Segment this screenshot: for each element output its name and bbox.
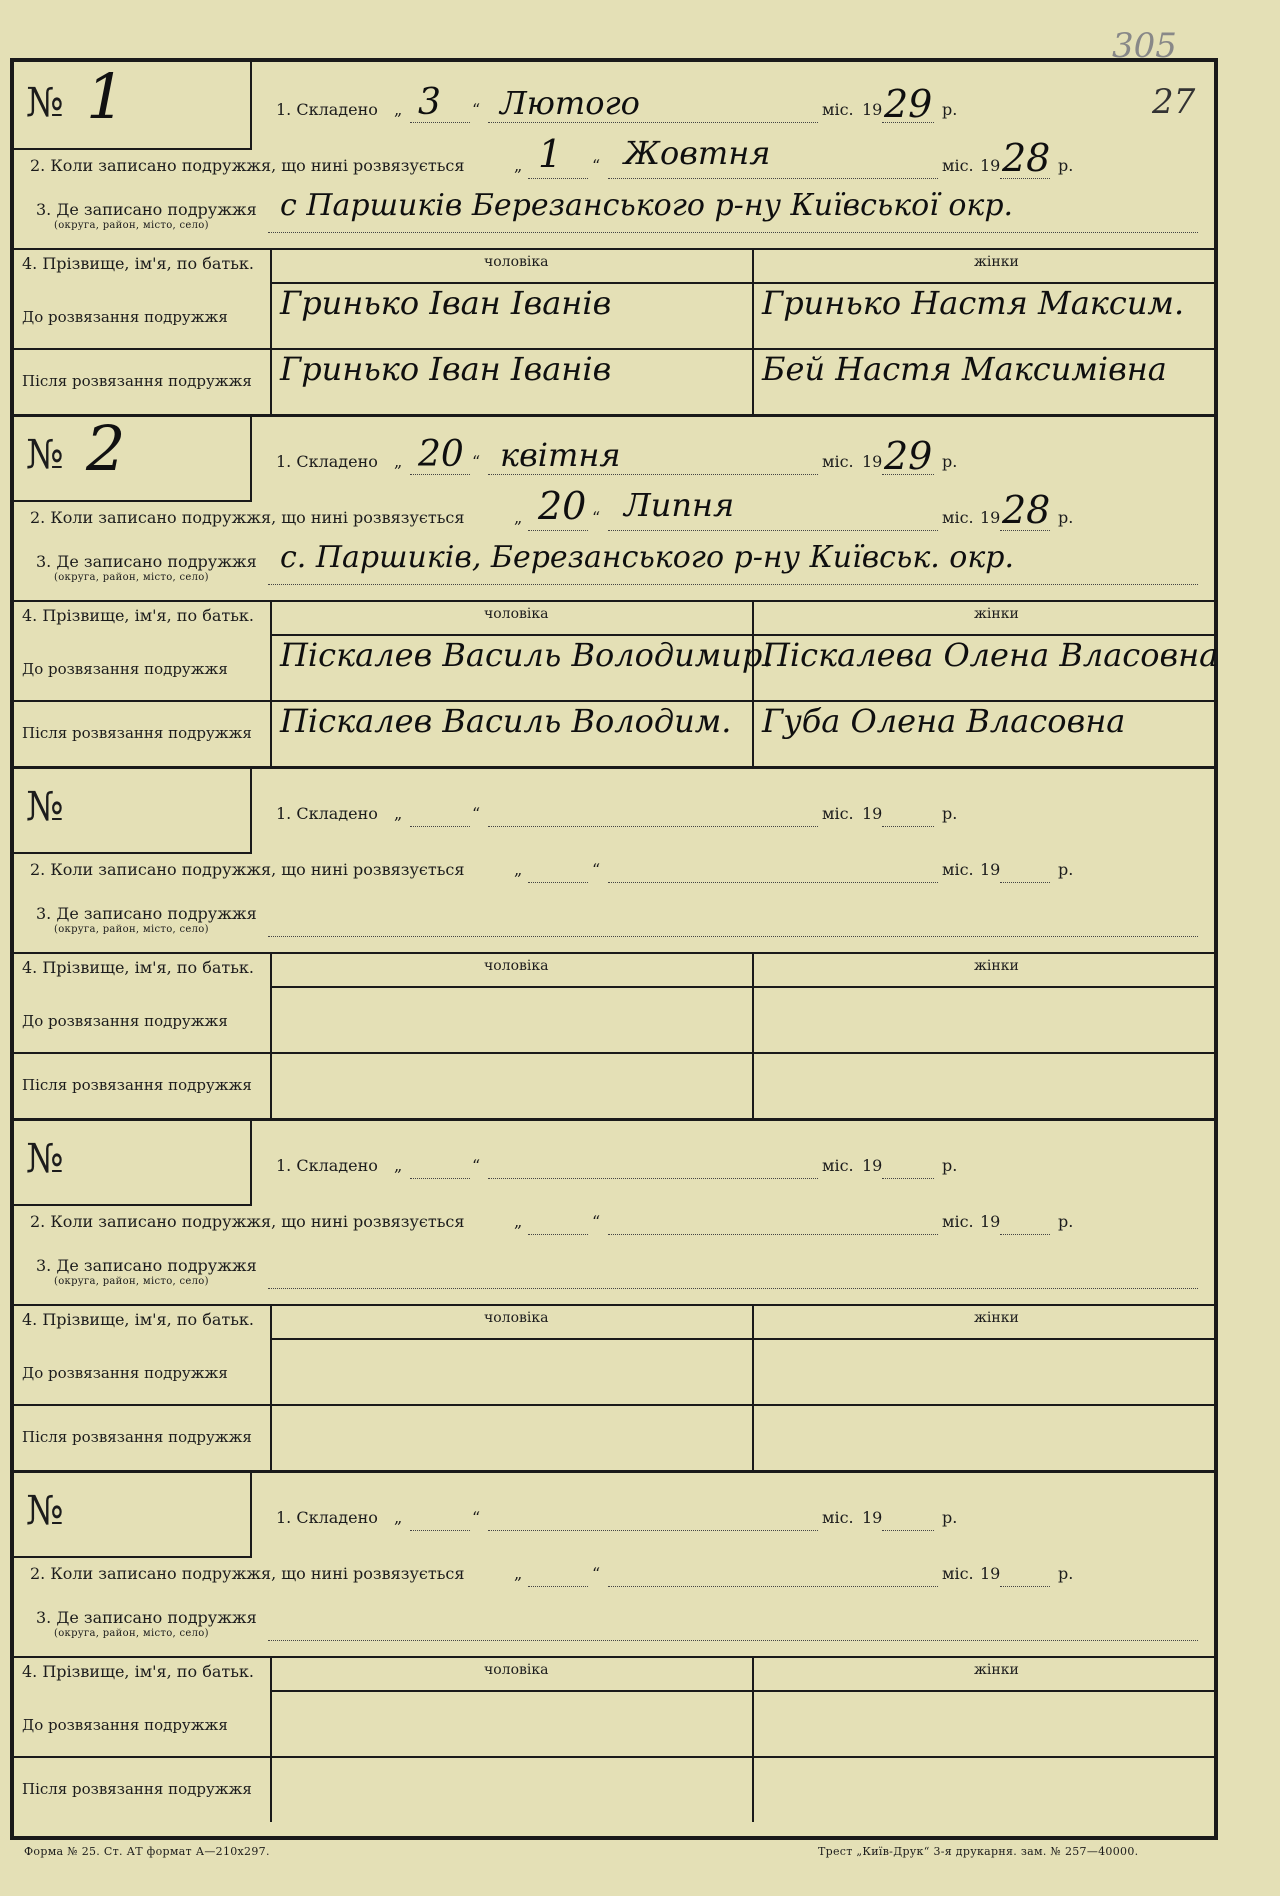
quote-mark: „ <box>514 1564 523 1583</box>
printer-footer: Трест „Київ-Друк“ 3-я друкарня. зам. № 257—40000. <box>818 1845 1139 1858</box>
dotted-fill-line <box>268 232 1198 233</box>
year-r: р. <box>942 452 958 471</box>
after-divorce-label: Після розвязання подружжя <box>22 1076 252 1094</box>
month-label: міс. <box>822 804 854 823</box>
compiled-year: 29 <box>884 434 933 478</box>
husband-column-header: чоловіка <box>484 958 549 974</box>
registered-month: Жовтня <box>624 134 771 172</box>
where-registered-label: 3. Де записано подружжя <box>36 904 257 923</box>
entry-number-box <box>14 62 252 150</box>
year-prefix: 19 <box>980 860 1001 879</box>
year-r: р. <box>942 1156 958 1175</box>
table-rule <box>270 986 1214 988</box>
dotted-fill-line <box>1000 1586 1050 1587</box>
quote-mark: „ <box>514 1212 523 1231</box>
names-header-label: 4. Прізвище, ім'я, по батьк. <box>22 1310 255 1329</box>
table-rule <box>270 1304 272 1470</box>
when-registered-label: 2. Коли записано подружжя, що нині розвязується <box>30 156 465 175</box>
dotted-fill-line <box>268 936 1198 937</box>
entry-number-box <box>14 414 252 502</box>
husband-column-header: чоловіка <box>484 1310 549 1326</box>
where-registered-label: 3. Де записано подружжя <box>36 200 257 219</box>
compiled-day: 20 <box>418 434 464 475</box>
registered-place: с. Паршиків, Березанського р-ну Київськ. окр. <box>280 540 1015 575</box>
year-r: р. <box>1058 508 1074 527</box>
dotted-fill-line <box>608 178 938 179</box>
names-header-label: 4. Прізвище, ім'я, по батьк. <box>22 254 255 273</box>
after-divorce-label: Після розвязання подружжя <box>22 1780 252 1798</box>
table-rule <box>14 248 1214 250</box>
month-label: міс. <box>942 508 974 527</box>
quote-close: “ <box>472 1508 481 1527</box>
dotted-fill-line <box>1000 1234 1050 1235</box>
where-registered-sublabel: (округа, район, місто, село) <box>54 1628 209 1639</box>
register-entry-1 <box>14 62 1214 417</box>
number-sign: № <box>26 432 64 478</box>
before-divorce-label: До розвязання подружжя <box>22 1012 228 1030</box>
quote-open: „ <box>394 100 403 119</box>
table-rule <box>14 1052 1214 1054</box>
registered-day: 1 <box>538 132 563 176</box>
wife-column-header: жінки <box>974 606 1019 622</box>
where-registered-label: 3. Де записано подружжя <box>36 1256 257 1275</box>
year-r: р. <box>942 1508 958 1527</box>
dotted-fill-line <box>268 1640 1198 1641</box>
register-entry-3 <box>14 766 1214 1121</box>
dotted-fill-line <box>528 1234 588 1235</box>
table-rule <box>270 1338 1214 1340</box>
year-r: р. <box>1058 156 1074 175</box>
after-divorce-label: Після розвязання подружжя <box>22 724 252 742</box>
divorce-register-page <box>10 58 1218 1840</box>
compiled-label: 1. Складено <box>276 452 378 471</box>
entry-number-box <box>14 766 252 854</box>
husband-column-header: чоловіка <box>484 1662 549 1678</box>
quote-mark: “ <box>592 860 601 879</box>
compiled-label: 1. Складено <box>276 100 378 119</box>
registered-month: Липня <box>624 486 735 524</box>
compiled-month: квітня <box>500 436 621 474</box>
month-label: міс. <box>942 1564 974 1583</box>
number-sign: № <box>26 784 64 830</box>
husband-column-header: чоловіка <box>484 254 549 270</box>
where-registered-label: 3. Де записано подружжя <box>36 552 257 571</box>
number-sign: № <box>26 80 64 126</box>
table-rule <box>752 952 754 1118</box>
husband-before-name: Гринько Іван Іванів <box>280 284 612 322</box>
compiled-label: 1. Складено <box>276 804 378 823</box>
husband-before-name: Піскалев Василь Володимир. <box>280 636 773 674</box>
month-label: міс. <box>942 1212 974 1231</box>
before-divorce-label: До розвязання подружжя <box>22 308 228 326</box>
quote-close: “ <box>472 100 481 119</box>
table-rule <box>270 1656 272 1822</box>
dotted-fill-line <box>488 122 818 123</box>
table-rule <box>270 952 272 1118</box>
quote-open: „ <box>394 804 403 823</box>
wife-before-name: Гринько Настя Максим. <box>762 284 1185 322</box>
month-label: міс. <box>822 100 854 119</box>
table-rule <box>752 248 754 414</box>
dotted-fill-line <box>410 1530 470 1531</box>
wife-before-name: Піскалева Олена Власовна <box>762 636 1219 674</box>
names-header-label: 4. Прізвище, ім'я, по батьк. <box>22 606 255 625</box>
table-rule <box>752 1304 754 1470</box>
table-rule <box>14 1304 1214 1306</box>
dotted-fill-line <box>608 1234 938 1235</box>
quote-mark: “ <box>592 1212 601 1231</box>
where-registered-sublabel: (округа, район, місто, село) <box>54 1276 209 1287</box>
after-divorce-label: Після розвязання подружжя <box>22 1428 252 1446</box>
dotted-fill-line <box>268 584 1198 585</box>
entry-number-box <box>14 1118 252 1206</box>
quote-open: „ <box>394 1508 403 1527</box>
year-prefix: 19 <box>862 1508 883 1527</box>
compiled-label: 1. Складено <box>276 1156 378 1175</box>
form-code-footer: Форма № 25. Ст. АТ формат А—210х297. <box>24 1845 270 1858</box>
wife-column-header: жінки <box>974 1310 1019 1326</box>
registered-year: 28 <box>1002 488 1051 532</box>
quote-open: „ <box>394 1156 403 1175</box>
dotted-fill-line <box>488 1178 818 1179</box>
before-divorce-label: До розвязання подружжя <box>22 660 228 678</box>
quote-mark: „ <box>514 156 523 175</box>
quote-open: „ <box>394 452 403 471</box>
dotted-fill-line <box>410 826 470 827</box>
husband-after-name: Гринько Іван Іванів <box>280 350 612 388</box>
table-rule <box>270 1690 1214 1692</box>
where-registered-sublabel: (округа, район, місто, село) <box>54 924 209 935</box>
table-rule <box>14 1756 1214 1758</box>
table-rule <box>752 600 754 766</box>
month-label: міс. <box>942 156 974 175</box>
dotted-fill-line <box>608 530 938 531</box>
register-entry-5 <box>14 1470 1214 1822</box>
entry-number-box <box>14 1470 252 1558</box>
year-prefix: 19 <box>980 508 1001 527</box>
when-registered-label: 2. Коли записано подружжя, що нині розвязується <box>30 508 465 527</box>
wife-column-header: жінки <box>974 1662 1019 1678</box>
month-label: міс. <box>822 1508 854 1527</box>
year-r: р. <box>942 100 958 119</box>
table-rule <box>270 248 272 414</box>
dotted-fill-line <box>882 826 934 827</box>
dotted-fill-line <box>1000 882 1050 883</box>
dotted-fill-line <box>608 1586 938 1587</box>
where-registered-label: 3. Де записано подружжя <box>36 1608 257 1627</box>
compiled-day: 3 <box>418 82 441 123</box>
dotted-fill-line <box>528 1586 588 1587</box>
wife-after-name: Губа Олена Власовна <box>762 702 1126 740</box>
after-divorce-label: Після розвязання подружжя <box>22 372 252 390</box>
when-registered-label: 2. Коли записано подружжя, що нині розвязується <box>30 1564 465 1583</box>
register-entry-4 <box>14 1118 1214 1473</box>
table-rule <box>14 600 1214 602</box>
quote-mark: “ <box>592 1564 601 1583</box>
wife-column-header: жінки <box>974 958 1019 974</box>
before-divorce-label: До розвязання подружжя <box>22 1364 228 1382</box>
compiled-label: 1. Складено <box>276 1508 378 1527</box>
dotted-fill-line <box>528 178 588 179</box>
table-rule <box>270 600 272 766</box>
month-label: міс. <box>822 452 854 471</box>
dotted-fill-line <box>528 882 588 883</box>
registered-year: 28 <box>1002 136 1051 180</box>
year-prefix: 19 <box>862 804 883 823</box>
compiled-year: 29 <box>884 82 933 126</box>
dotted-fill-line <box>488 826 818 827</box>
register-entry-2 <box>14 412 1219 769</box>
compiled-month: Лютого <box>500 84 640 122</box>
dotted-fill-line <box>488 1530 818 1531</box>
where-registered-sublabel: (округа, район, місто, село) <box>54 220 209 231</box>
registered-day: 20 <box>538 484 587 528</box>
year-r: р. <box>942 804 958 823</box>
registered-place: с Паршиків Березанського р-ну Київської окр. <box>280 188 1014 223</box>
quote-mark: “ <box>592 508 601 527</box>
dotted-fill-line <box>882 1530 934 1531</box>
quote-close: “ <box>472 1156 481 1175</box>
number-sign: № <box>26 1136 64 1182</box>
where-registered-sublabel: (округа, район, місто, село) <box>54 572 209 583</box>
month-label: міс. <box>942 860 974 879</box>
year-r: р. <box>1058 1212 1074 1231</box>
year-r: р. <box>1058 860 1074 879</box>
month-label: міс. <box>822 1156 854 1175</box>
when-registered-label: 2. Коли записано подружжя, що нині розвязується <box>30 1212 465 1231</box>
dotted-fill-line <box>268 1288 1198 1289</box>
when-registered-label: 2. Коли записано подружжя, що нині розвязується <box>30 860 465 879</box>
quote-close: “ <box>472 804 481 823</box>
year-prefix: 19 <box>862 100 883 119</box>
husband-after-name: Піскалев Василь Володим. <box>280 702 732 740</box>
dotted-fill-line <box>488 474 818 475</box>
names-header-label: 4. Прізвище, ім'я, по батьк. <box>22 958 255 977</box>
table-rule <box>752 1656 754 1822</box>
year-prefix: 19 <box>862 1156 883 1175</box>
table-rule <box>14 952 1214 954</box>
year-prefix: 19 <box>862 452 883 471</box>
wife-column-header: жінки <box>974 254 1019 270</box>
dotted-fill-line <box>882 1178 934 1179</box>
dotted-fill-line <box>608 882 938 883</box>
table-rule <box>14 1404 1214 1406</box>
year-prefix: 19 <box>980 1564 1001 1583</box>
quote-mark: „ <box>514 860 523 879</box>
wife-after-name: Бей Настя Максимівна <box>762 350 1167 388</box>
dotted-fill-line <box>410 1178 470 1179</box>
year-prefix: 19 <box>980 1212 1001 1231</box>
year-r: р. <box>1058 1564 1074 1583</box>
husband-column-header: чоловіка <box>484 606 549 622</box>
quote-mark: „ <box>514 508 523 527</box>
year-prefix: 19 <box>980 156 1001 175</box>
before-divorce-label: До розвязання подружжя <box>22 1716 228 1734</box>
page-number-mark: 27 <box>1152 82 1196 122</box>
table-rule <box>14 1656 1214 1658</box>
dotted-fill-line <box>528 530 588 531</box>
names-header-label: 4. Прізвище, ім'я, по батьк. <box>22 1662 255 1681</box>
entry-number: 1 <box>86 60 126 133</box>
quote-mark: “ <box>592 156 601 175</box>
archive-folio-mark: 305 <box>1112 26 1177 66</box>
entry-number: 2 <box>86 412 126 485</box>
quote-close: “ <box>472 452 481 471</box>
number-sign: № <box>26 1488 64 1534</box>
